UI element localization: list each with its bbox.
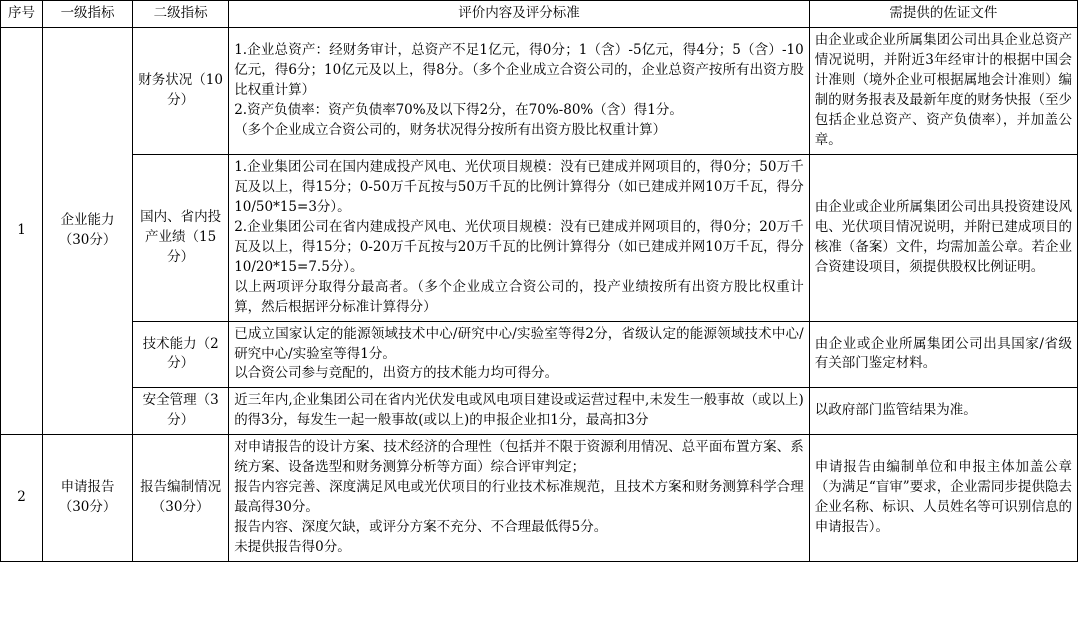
content-paragraph: 报告内容、深度欠缺，或评分方案不充分、不合理最低得5分。 xyxy=(234,519,608,536)
row-documents xyxy=(809,388,1077,435)
content-paragraph: 未提供报告得0分。 xyxy=(234,539,351,556)
row-level2: 安全管理（3分） xyxy=(133,388,229,435)
column-header-level2: 二级指标 xyxy=(133,1,229,28)
table-row xyxy=(1,388,1078,435)
row-content xyxy=(229,27,810,154)
documents-paragraph: 由企业或企业所属集团公司出具投资建设风电、光伏项目情况说明，并附已建成项目的核准（备案）文件，均需加盖公章。若企业合资建设项目，须提供股权比例证明。 xyxy=(814,198,1072,275)
content-paragraph: 已成立国家认定的能源领域技术中心/研究中心/实验室等得2分，省级认定的能源领域技术中心/研究中心/实验室等得1分。 xyxy=(234,325,804,362)
documents-paragraph: 申请报告由编制单位和申报主体加盖公章（为满足“盲审”要求，企业需同步提供隐去企业名称、标识、人员姓名等可识别信息的申请报告）。 xyxy=(814,459,1072,536)
documents-paragraph: 由企业或企业所属集团公司出具国家/省级有关部门鉴定材料。 xyxy=(814,335,1072,372)
table-row xyxy=(1,321,1078,388)
content-paragraph: 以上两项评分取得分最高者。（多个企业成立合资公司的，投产业绩按所有出资方股比权重计算，然后根据评分标准计算得分） xyxy=(234,278,804,315)
content-paragraph: 以合资公司参与竞配的，出资方的技术能力均可得分。 xyxy=(234,365,559,382)
column-header-documents: 需提供的佐证文件 xyxy=(809,1,1077,28)
content-paragraph: 1.企业集团公司在国内建成投产风电、光伏项目规模：没有已建成并网项目的，得0分；50万千瓦及以上，得15分；0-50万千瓦按与50万千瓦的比例计算得分（如已建成并网10万千瓦，得分10/50*15=3分）。 xyxy=(234,158,804,215)
documents-paragraph: 以政府部门监管结果为准。 xyxy=(814,402,977,419)
content-paragraph: 2.资产负债率：资产负债率70%及以下得2分，在70%-80%（含）得1分。 xyxy=(234,101,683,118)
content-paragraph: 对申请报告的设计方案、技术经济的合理性（包括并不限于资源利用情况、总平面布置方案、系统方案、设备选型和财务测算分析等方面）综合评审判定； xyxy=(234,439,804,476)
row-level1: 企业能力（30分） xyxy=(43,27,133,434)
row-documents xyxy=(809,435,1077,562)
row-no: 1 xyxy=(1,27,43,434)
row-content xyxy=(229,435,810,562)
content-paragraph: 报告内容完善、深度满足风电或光伏项目的行业技术标准规范，且技术方案和财务测算科学合理最高得30分。 xyxy=(234,479,804,516)
row-level2: 报告编制情况（30分） xyxy=(133,435,229,562)
row-no: 2 xyxy=(1,435,43,562)
row-level2: 技术能力（2分） xyxy=(133,321,229,388)
column-header-level1: 一级指标 xyxy=(43,1,133,28)
row-documents xyxy=(809,27,1077,154)
row-documents xyxy=(809,321,1077,388)
table-row xyxy=(1,27,1078,154)
content-paragraph: 近三年内,企业集团公司在省内光伏发电或风电项目建设或运营过程中,未发生一般事故（或以上)的得3分，每发生一起一般事故(或以上)的申报企业扣1分，最高扣3分 xyxy=(234,392,804,429)
table-body xyxy=(1,27,1078,561)
row-content xyxy=(229,388,810,435)
column-header-no: 序号 xyxy=(1,1,43,28)
table-row xyxy=(1,154,1078,321)
row-content xyxy=(229,154,810,321)
row-level1: 申请报告（30分） xyxy=(43,435,133,562)
row-documents xyxy=(809,154,1077,321)
table-header xyxy=(1,1,1078,28)
table-row xyxy=(1,435,1078,562)
column-header-content: 评价内容及评分标准 xyxy=(229,1,810,28)
documents-paragraph: 由企业或企业所属集团公司出具企业总资产情况说明，并附近3年经审计的根据中国会计准则（境外企业可根据属地会计准则）编制的财务报表及最新年度的财务快报（至少包括企业总资产、资产负债率），并加盖公章。 xyxy=(814,31,1072,148)
content-paragraph: 1.企业总资产：经财务审计，总资产不足1亿元，得0分；1（含）-5亿元，得4分；5（含）-10亿元，得6分；10亿元及以上，得8分。（多个企业成立合资公司的，企业总资产按所有出资方股比权重计算） xyxy=(234,41,804,98)
row-level2: 国内、省内投产业绩（15分） xyxy=(133,154,229,321)
content-paragraph: （多个企业成立合资公司的，财务状况得分按所有出资方股比权重计算） xyxy=(234,121,667,138)
row-content xyxy=(229,321,810,388)
row-level2: 财务状况（10分） xyxy=(133,27,229,154)
table-header-row xyxy=(1,1,1078,28)
content-paragraph: 2.企业集团公司在省内建成投产风电、光伏项目规模：没有已建成并网项目的，得0分；20万千瓦及以上，得15分；0-20万千瓦按与20万千瓦的比例计算得分（如已建成并网10万千瓦，得分10/20*15=7.5分）。 xyxy=(234,218,804,275)
